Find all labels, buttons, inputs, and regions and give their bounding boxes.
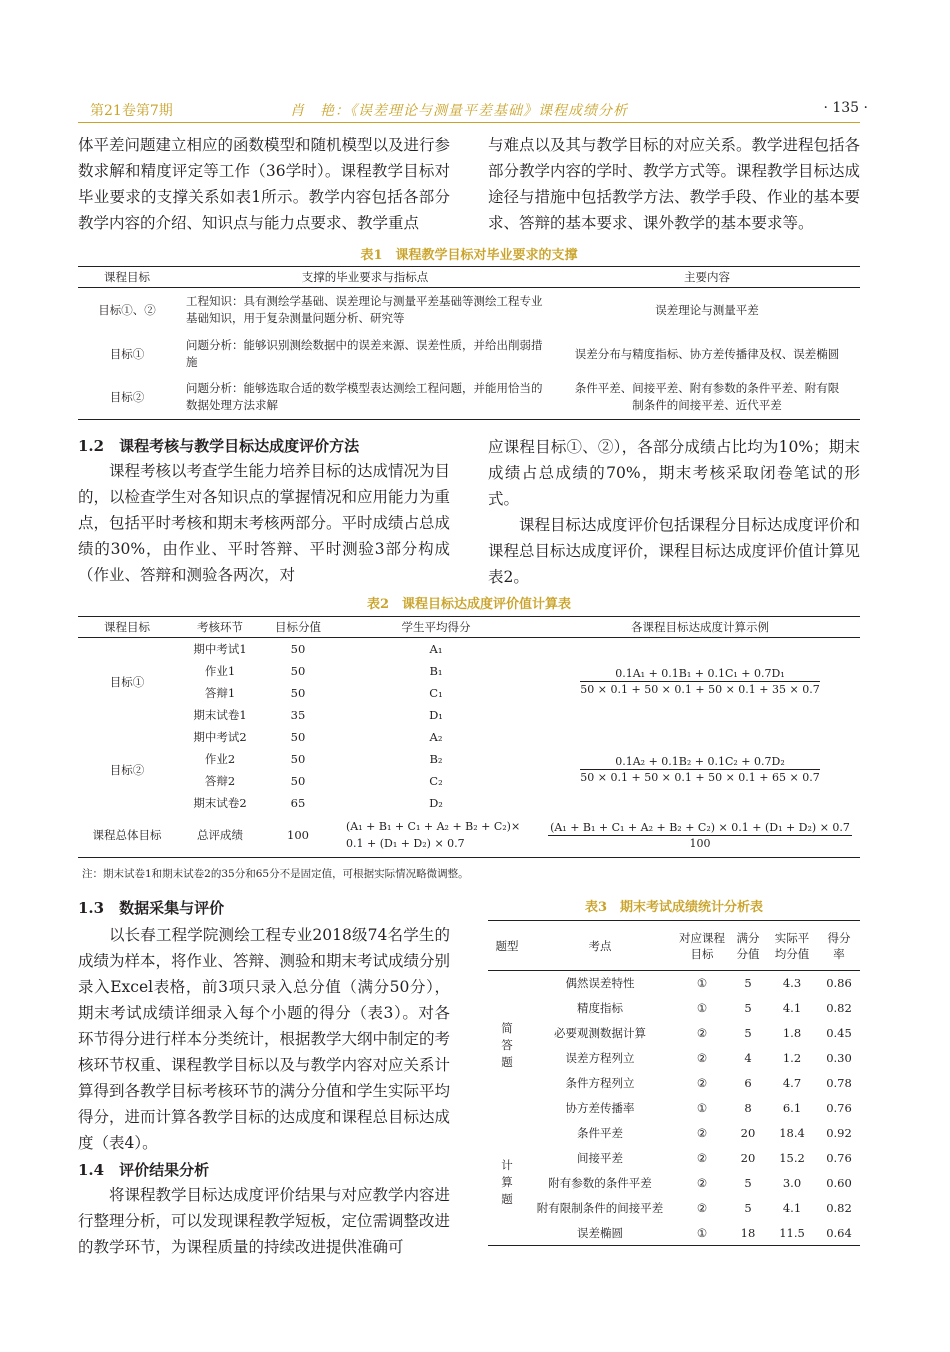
table3-cell: 0.60 (826, 1176, 852, 1190)
table-row (78, 638, 860, 660)
table3-cell: 5 (744, 1176, 752, 1190)
table3-header: 对应课程目标 (674, 921, 730, 971)
section-1-4-paragraph: 将课程教学目标达成度评价结果与对应教学内容进行整理分析，可以发现课程教学短板，定位需调整改进的教学环节，为课程质量的持续改进提供准确可 (78, 1186, 451, 1256)
table3-cell: 条件平差 (577, 1126, 623, 1140)
table1-content: 误差理论与测量平差 (655, 302, 759, 317)
table1-req: 工程知识：具有测绘学基础、误差理论与测量平差基础等测绘工程专业基础知识，用于复杂测量问题分析、研究等 (186, 293, 543, 325)
table3-cell: 精度指标 (577, 1001, 623, 1015)
table3-cell: 8 (744, 1101, 752, 1115)
table-row (488, 1221, 860, 1246)
table3-cell: 误差方程列立 (565, 1051, 635, 1065)
section-1-4-heading: 1.4 评价结果分析 (78, 1161, 210, 1179)
table2-avg: B₂ (429, 751, 443, 766)
table2-score: 50 (290, 685, 306, 700)
table3-cell: 15.2 (779, 1151, 805, 1165)
table3-header: 满分分值 (730, 921, 766, 971)
table3-cell: ② (696, 1126, 708, 1140)
table3-cell: 0.82 (826, 1201, 852, 1215)
table2-item: 作业1 (204, 663, 236, 678)
page-number: · 135 · (823, 100, 868, 116)
table3-cell: 20 (740, 1126, 756, 1140)
table2-item: 期中考试1 (193, 641, 247, 656)
table-row (488, 1146, 860, 1171)
table2 (78, 616, 860, 858)
formula-denominator: 50 × 0.1 + 50 × 0.1 + 50 × 0.1 + 65 × 0.7 (580, 771, 820, 784)
table3-cell: 必要观测数据计算 (554, 1026, 646, 1040)
table-row (488, 1021, 860, 1046)
table3-cell: 误差椭圆 (577, 1225, 623, 1240)
table3-cell: 11.5 (779, 1225, 805, 1240)
table-row (488, 1046, 860, 1071)
journal-issue: 第21卷第7期 (90, 103, 173, 119)
table2-avg: D₁ (429, 707, 443, 722)
table3-cell: 附有限制条件的间接平差 (536, 1201, 664, 1215)
formula-numerator: 0.1A₁ + 0.1B₁ + 0.1C₁ + 0.7D₁ (580, 667, 819, 682)
table3-cell: 4.3 (782, 976, 802, 991)
table2-score: 50 (290, 729, 306, 744)
table2-header: 考核环节 (176, 617, 264, 638)
formula-numerator: 0.1A₂ + 0.1B₂ + 0.1C₂ + 0.7D₂ (580, 755, 819, 770)
table3-cell: ② (696, 1026, 708, 1040)
table2-item: 总评成绩 (197, 828, 243, 843)
table3-cell: 3.0 (782, 1176, 802, 1190)
table-row (78, 288, 860, 332)
table2-avg: C₂ (429, 773, 443, 788)
table-row (78, 332, 860, 376)
table3-cell: 0.76 (826, 1101, 852, 1115)
table3-cell: ② (696, 1051, 708, 1065)
table-row (78, 726, 860, 748)
table1-header: 支撑的毕业要求与指标点 (176, 267, 554, 288)
table3-cell: ② (696, 1201, 708, 1215)
table1-goal: 目标①、② (98, 302, 156, 317)
section-1-3-paragraph: 以长春工程学院测绘工程专业2018级74名学生的成绩为样本，将作业、答辩、测验和期末考试成绩分别录入Excel表格，前3项只录入总分值（满分50分），期末考试成绩详细录入每个小题的得分（表3）。对各环节得分进行样本分类统计，根据教学大纲中制定的考核环节权重、课程教学目标以及与教学内容对应关系计算得到各教学目标考核环节的满分分值和学生实际平均得分，进而计算各教学目标的达成度和课程总目标达成度（表4）。 (78, 926, 451, 1152)
table2-score: 100 (287, 828, 309, 843)
table3-header: 考点 (526, 921, 674, 971)
table3-cell: 0.45 (826, 1026, 852, 1040)
section-1-2-paragraph-1: 课程考核以考查学生能力培养目标的达成情况为目的，以检查学生对各知识点的掌握情况和应用能力为重点，包括平时考核和期末考核两部分。平时成绩占总成绩的30%，由作业、平时答辩、平时测验3部分构成（作业、答辩和测验各两次，对 (78, 462, 451, 584)
table2-item: 答辩1 (204, 685, 236, 700)
table3-cell: ① (696, 1101, 708, 1115)
table3-cell: ② (696, 1151, 708, 1165)
table2-item: 答辩2 (204, 773, 236, 788)
table1-content: 条件平差、间接平差、附有参数的条件平差、附有限制条件的间接平差、近代平差 (574, 381, 840, 413)
table1-req: 问题分析：能够识别测绘数据中的误差来源、误差性质，并给出削弱措施 (186, 337, 543, 369)
table1-goal: 目标② (109, 390, 145, 405)
table3-cell: 1.2 (782, 1051, 802, 1065)
section-1-2-heading: 1.2 课程考核与教学目标达成度评价方法 (78, 437, 360, 455)
table2-avg-line-2: 0.1 + (D₁ + D₂) × 0.7 (346, 837, 465, 851)
table3-cell: 20 (740, 1151, 756, 1165)
table3-cell: 协方差传播率 (565, 1101, 635, 1115)
table2-score: 50 (290, 773, 306, 788)
table3-cell: 0.86 (826, 976, 852, 991)
table2-header: 学生平均得分 (332, 617, 540, 638)
table2-goal: 课程总体目标 (92, 828, 162, 843)
table3-cell: 18 (740, 1225, 756, 1240)
table2-avg-line-1: (A₁ + B₁ + C₁ + A₂ + B₂ + C₂)× (346, 820, 521, 834)
table3-cell: 1.8 (782, 1026, 802, 1040)
table3-header: 得分率 (818, 921, 860, 971)
table3-cell: 5 (744, 976, 752, 991)
table3-cell: 6.1 (782, 1101, 802, 1115)
table2-formula-1 (540, 638, 860, 726)
table3-cell: ② (696, 1076, 708, 1090)
table2-avg: C₁ (429, 685, 443, 700)
table1-req: 问题分析：能够选取合适的数学模型表达测绘工程问题，并能用恰当的数据处理方法求解 (186, 381, 543, 413)
table-row (488, 1096, 860, 1121)
table2-score: 35 (290, 707, 306, 722)
table3-cell: 间接平差 (577, 1151, 623, 1165)
table-row (78, 376, 860, 420)
running-title: 肖 艳：《误差理论与测量平差基础》课程成绩分析 (290, 103, 628, 119)
table2-item: 作业2 (204, 751, 236, 766)
table2-avg-total (332, 814, 540, 858)
table3-cell: 0.92 (826, 1126, 852, 1140)
table2-header: 课程目标 (78, 617, 176, 638)
table3-cell: 0.82 (826, 1001, 852, 1015)
table3-cell: 5 (744, 1201, 752, 1215)
table2-caption: 表2 课程目标达成度评价值计算表 (366, 597, 572, 612)
table2-formula-total (540, 814, 860, 858)
table2-goal: 目标① (109, 674, 145, 689)
table3-type-calc (488, 1121, 526, 1246)
table2-item: 期中考试2 (193, 729, 247, 744)
table3-cell: 4.7 (782, 1076, 802, 1090)
table3-cell: 4.1 (782, 1201, 802, 1215)
table3-cell: 0.30 (826, 1051, 852, 1065)
right-col-top-paragraph: 与难点以及其与教学目标的对应关系。教学进程包括各部分教学内容的学时、教学方式等。课程教学目标达成途径与措施中包括教学方法、教学手段、作业的基本要求、答辩的基本要求、课外教学的基本要求等。 (488, 136, 861, 232)
table-row (488, 1196, 860, 1221)
table3-caption: 表3 期末考试成绩统计分析表 (584, 900, 764, 915)
table3-header: 实际平均分值 (766, 921, 818, 971)
table2-header: 各课程目标达成度计算示例 (540, 617, 860, 638)
table1-content: 误差分布与精度指标、协方差传播律及权、误差椭圆 (574, 346, 840, 361)
table2-goal: 目标② (109, 762, 145, 777)
table2-score: 50 (290, 663, 306, 678)
table3-header: 题型 (488, 921, 526, 971)
table2-avg: A₁ (429, 641, 443, 656)
table2-item: 期末试卷2 (193, 795, 247, 810)
table3-cell: 0.64 (826, 1225, 852, 1240)
table1-header: 课程目标 (78, 267, 176, 288)
table3-cell: ① (696, 1225, 708, 1240)
table3-cell: 18.4 (779, 1126, 805, 1140)
table2-avg: D₂ (429, 795, 443, 810)
table-row (488, 996, 860, 1021)
table-row (488, 1121, 860, 1146)
table3 (488, 920, 860, 1246)
formula-denominator: 100 (689, 836, 711, 850)
table3-cell: 0.76 (826, 1151, 852, 1165)
table2-formula-2 (540, 726, 860, 814)
section-1-2-paragraph-3: 课程目标达成度评价包括课程分目标达成度评价和课程总目标达成度评价，课程目标达成度评价值计算见表2。 (488, 516, 861, 586)
table2-header: 目标分值 (264, 617, 332, 638)
table3-cell: 4.1 (782, 1001, 802, 1015)
table3-type-short (488, 971, 526, 1121)
table3-cell: 0.78 (826, 1076, 852, 1090)
table2-avg: B₁ (429, 663, 443, 678)
table2-score: 50 (290, 641, 306, 656)
section-1-3-heading: 1.3 数据采集与评价 (78, 899, 225, 917)
table-row (78, 814, 860, 858)
table3-cell: ① (696, 1001, 708, 1015)
table2-score: 50 (290, 751, 306, 766)
table1-caption: 表1 课程教学目标对毕业要求的支撑 (360, 248, 578, 263)
table3-cell: 5 (744, 1026, 752, 1040)
table2-note: 注：期末试卷1和期末试卷2的35分和65分不是固定值，可根据实际情况略微调整。 (82, 868, 469, 880)
formula-numerator: (A₁ + B₁ + C₁ + A₂ + B₂ + C₂) × 0.1 + (D₁ + D₂) × 0.7 (550, 820, 850, 834)
table2-item: 期末试卷1 (193, 707, 247, 722)
table1-goal: 目标① (109, 346, 145, 361)
table3-cell: 偶然误差特性 (565, 976, 635, 991)
table3-cell: 6 (744, 1076, 752, 1090)
table3-cell: 条件方程列立 (565, 1076, 635, 1090)
left-col-top-paragraph: 体平差问题建立相应的函数模型和随机模型以及进行参数求解和精度评定等工作（36学时）。课程教学目标对毕业要求的支撑关系如表1所示。教学内容包括各部分教学内容的介绍、知识点与能力点要求、教学重点 (78, 136, 451, 232)
header-rule (78, 122, 860, 123)
table-row (488, 971, 860, 996)
table-row (488, 1071, 860, 1096)
formula-denominator: 50 × 0.1 + 50 × 0.1 + 50 × 0.1 + 35 × 0.7 (580, 683, 820, 697)
table3-type-label: 计算题 (501, 1158, 513, 1207)
table3-type-label: 简答题 (501, 1021, 513, 1070)
table3-cell: 4 (744, 1051, 752, 1065)
table3-cell: 附有参数的条件平差 (548, 1176, 652, 1190)
table2-score: 65 (290, 795, 306, 810)
section-1-2-paragraph-2: 应课程目标①、②），各部分成绩占比均为10%；期末成绩占总成绩的70%，期末考核采取闭卷笔试的形式。 (488, 438, 860, 508)
table-row (488, 1171, 860, 1196)
table2-avg: A₂ (429, 729, 443, 744)
table3-cell: 5 (744, 1001, 752, 1015)
table3-cell: ② (696, 1176, 708, 1190)
table1-header: 主要内容 (554, 267, 860, 288)
table1 (78, 266, 860, 420)
table3-cell: ① (696, 976, 708, 991)
